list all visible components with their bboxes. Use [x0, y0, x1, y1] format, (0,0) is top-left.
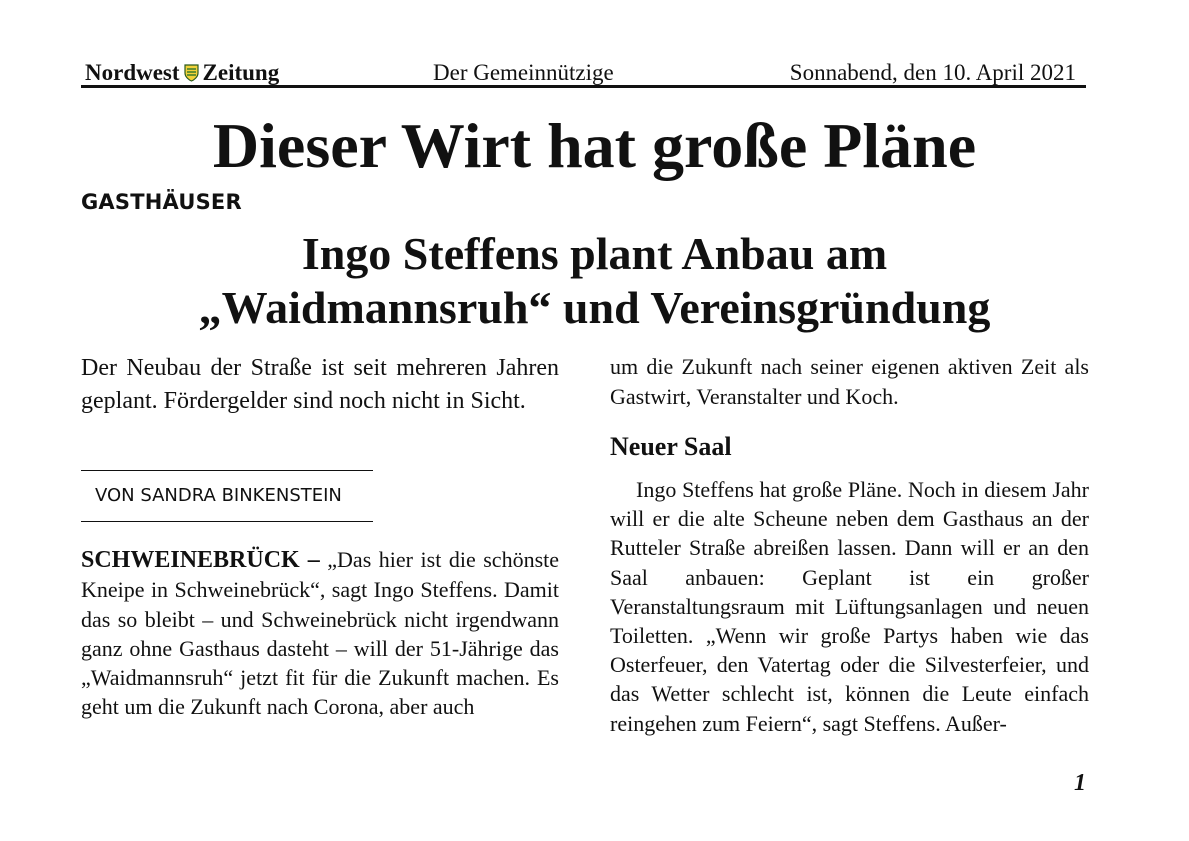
paper-name-part2: Zeitung: [202, 60, 280, 85]
subtitle-line-2: „Waidmannsruh“ und Vereinsgründung: [198, 282, 991, 333]
article-body-right-top: um die Zukunft nach seiner eigenen aktiven Zeit als Gastwirt, Veranstalter und Koch.: [610, 354, 1089, 409]
dateline: SCHWEINEBRÜCK –: [81, 547, 320, 573]
byline-top-rule: [81, 470, 373, 471]
author-byline: VON SANDRA BINKENSTEIN: [95, 485, 342, 506]
edition-name: Der Gemeinnützige: [433, 60, 614, 85]
paper-name-part1: Nordwest: [85, 60, 180, 85]
masthead: [81, 58, 1086, 88]
issue-date: Sonnabend, den 10. April 2021: [789, 60, 1076, 85]
paper-name: [85, 60, 279, 86]
article-teaser: Der Neubau der Straße ist seit mehreren Jahren geplant. Fördergelder sind noch nicht in Sicht.: [81, 355, 559, 414]
article-body-left: [81, 545, 559, 722]
byline-bottom-rule: [81, 521, 373, 522]
article-title: Dieser Wirt hat große Pläne: [212, 110, 977, 181]
subtitle-line-1: Ingo Steffens plant Anbau am: [301, 228, 888, 279]
page-number: 1: [1074, 770, 1086, 796]
article-subtitle: [0, 227, 1189, 335]
left-column: [81, 352, 559, 418]
crest-icon: [184, 64, 199, 82]
body-left-text: „Das hier ist die schönste Kneipe in Schweinebrück“, sagt Ingo Steffens. Damit das so bleibt – und Schweinebrück nicht irgendwann ganz ohne Gasthaus dasteht – will der 51-Jährige das „Waidmannsruh“ jetzt fit für die Zukunft machen. Es geht um die Zukunft nach Corona, aber auch: [81, 547, 560, 720]
article-body-right: Ingo Steffens hat große Pläne. Noch in diesem Jahr will er die alte Scheune neben dem Gasthaus an der Rutteler Straße abreißen lassen. Dann will er an den Saal anbauen: Geplant ist ein großer Veranstaltungsraum mit Lüftungsanlagen und neuen Toiletten. „Wenn wir große Partys haben wie das Osterfeuer, den Vatertag oder die Silvesterfeier, und das Wetter schlecht ist, können die Leute einfach reingehen zum Feiern“, sagt Steffens. Außer-: [610, 477, 1089, 736]
section-heading: Neuer Saal: [610, 432, 732, 461]
section-kicker: GASTHÄUSER: [81, 190, 242, 214]
right-column: [610, 352, 1089, 412]
